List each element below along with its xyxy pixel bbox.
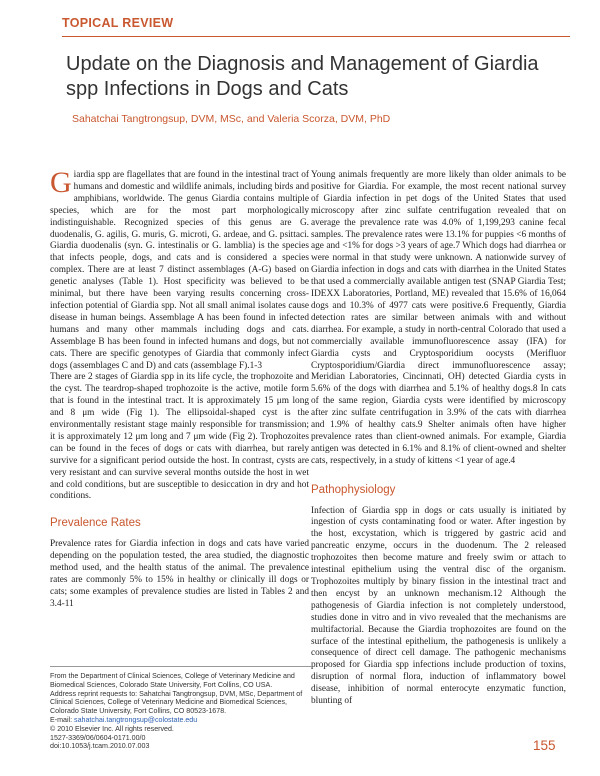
article-title: Update on the Diagnosis and Management of Giardia spp Infections in Dogs and Cats	[66, 53, 539, 100]
title-rule	[62, 36, 570, 37]
email-line	[50, 716, 312, 725]
intro-paragraph-1-text: iardia spp are flagellates that are found in the intestinal tract of humans and domestic and wildlife animals, including birds and amphibians, worldwide. The genus Giardia contains multiple species, which are for the most part morphologically indistinguishable. Recognized species of this genus are G. duodenalis, G. agilis, G. muris, G. microti, G. ardeae, and G. psittaci. Giardia duodenalis (syn. G. intestinalis or G. lamblia) is the species that infects people, dogs, and cats and is considered a species complex. There are at least 7 distinct assemblages (A-G) based on genetic analyses (Table 1). Host specificity was believed to be minimal, but there have been varying results concerning cross-infection potential of Giardia spp. Not all small animal isolates cause disease in human beings. Assemblage A has been found in infected humans and many other mammals including dogs and cats. Assemblage B has been found in infected humans and dogs, but not cats. There are specific genotypes of Giardia that commonly infect dogs (assemblages C and D) and cats (assemblage F).1-3	[50, 170, 309, 371]
copyright-note: © 2010 Elsevier Inc. All rights reserved.	[50, 724, 174, 733]
prevalence-paragraph: Prevalence rates for Giardia infection in dogs and cats have varied depending on the population tested, the area studied, the diagnostic method used, and the health status of the animal. The prevalence rates are commonly 5% to 15% in healthy or clinically ill dogs or cats; some examples of prevalence studies are listed in Tables 2 and 3.4-11	[50, 539, 309, 609]
address-note: Address reprint requests to: Sahatchai Tangtrongsup, DVM, MSc, Department of Clinical Sciences, College of Veterinary Medicine and Biomedical Sciences, Colorado State University, Fort Collins, CO 80523-1678.	[50, 689, 303, 716]
email-link[interactable]: sahatchai.tangtrongsup@colostate.edu	[74, 715, 198, 724]
intro-paragraph-1	[50, 166, 309, 372]
prevalence-heading: Prevalence Rates	[50, 517, 141, 530]
left-column	[50, 166, 309, 611]
drop-cap: G	[50, 166, 72, 199]
doi-note: doi:10.1053/j.tcam.2010.07.003	[50, 742, 150, 751]
email-label: E-mail:	[50, 715, 75, 724]
section-label: TOPICAL REVIEW	[62, 16, 174, 30]
right-paragraph-1: Young animals frequently are more likely than older animals to be positive for Giardia. For example, the most recent national survey of Giardia infection in pet dogs of the United States that used microscopy after zinc sulfate centrifugation revealed that on average the prevalence rate was 4.0% of 1,199,293 canine fecal samples. The prevalence rates were 13.1% for puppies <6 months of age and <1% for dogs >3 years of age.7 Which dogs had diarrhea or were normal in that study were unknown. A nationwide survey of Giardia infection in dogs and cats with diarrhea in the United States that used a commercially available antigen test (SNAP Giardia Test; IDEXX Laboratories, Portland, ME) revealed that 15.6% of 16,064 dogs and 10.3% of 4977 cats were positive.6 Frequently, Giardia detection rates are similar between animals with and without diarrhea. For example, a study in north-central Colorado that used a commercially available immunofluorescence assay (IFA) for Giardia cysts and Cryptosporidium oocysts (Merifluor Cryptosporidium/Giardia direct immunofluorescence assay; Meridian Laboratories, Cincinnati, OH) detected Giardia cysts in 5.6% of the dogs with diarrhea and 5.1% of healthy dogs.8 In cats of the same region, Giardia cysts were identified by microscopy after zinc sulfate centrifugation in 3.9% of the cats with diarrhea and 1.9% of healthy cats.9 Shelter animals often have higher prevalence rates than client-owned animals. For example, Giardia antigen was detected in 6.1% and 8.1% of client-owned and shelter cats, respectively, in a study of kittens <1 year of age.4	[311, 170, 566, 466]
pathophysiology-heading: Pathophysiology	[311, 483, 396, 496]
intro-paragraph-2: There are 2 stages of Giardia spp in its life cycle, the trophozoite and the cyst. The teardrop-shaped trophozoite is the active, motile form that is found in the intestinal tract. It is approximately 15 μm long and 8 μm wide (Fig 1). The ellipsoidal-shaped cyst is the environmentally resistant stage mainly responsible for transmission; it is approximately 12 μm long and 7 μm wide (Fig 2). Trophozoites can be found in the feces of dogs or cats with diarrhea, but rarely survive for a significant period outside the host. In contrast, cysts are very resistant and can survive several months outside the host in wet and cold conditions, but are susceptible to desiccation in dry and hot conditions.	[50, 372, 309, 502]
page-number: 155	[533, 738, 556, 753]
right-column	[311, 170, 566, 708]
authors: Sahatchai Tangtrongsup, DVM, MSc, and Valeria Scorza, DVM, PhD	[72, 113, 391, 125]
pathophysiology-paragraph: Infection of Giardia spp in dogs or cats usually is initiated by ingestion of cysts contaminating food or water. After ingestion by the host, excystation, which is triggered by gastric acid and pancreatic enzyme, occurs in the duodenum. The 2 released trophozoites then become mature and freely swim or attach to intestinal epithelium using the ventral disc of the organism. Trophozoites multiply by binary fission in the intestinal tract and then encyst by an unknown mechanism.12 Although the pathogenesis of Giardia infection is not completely understood, studies done in vitro and in vivo revealed that the mechanisms are multifactorial. Because the Giardia trophozoites are found on the surface of the intestinal epithelium, the pathogenesis is unlikely a consequence of direct cell damage. The pathogenic mechanisms proposed for Giardia spp infections include production of toxins, disruption of normal flora, induction of inflammatory bowel disease, inhibition of normal enterocyte enzymatic function, blunting of	[311, 505, 566, 707]
affiliation-note: From the Department of Clinical Sciences, College of Veterinary Medicine and Biomedical Sciences, Colorado State University, Fort Collins, CO USA.	[50, 672, 295, 689]
footnotes	[50, 666, 312, 751]
issn-note: 1527-3369/06/0604-0171.00/0	[50, 733, 146, 742]
